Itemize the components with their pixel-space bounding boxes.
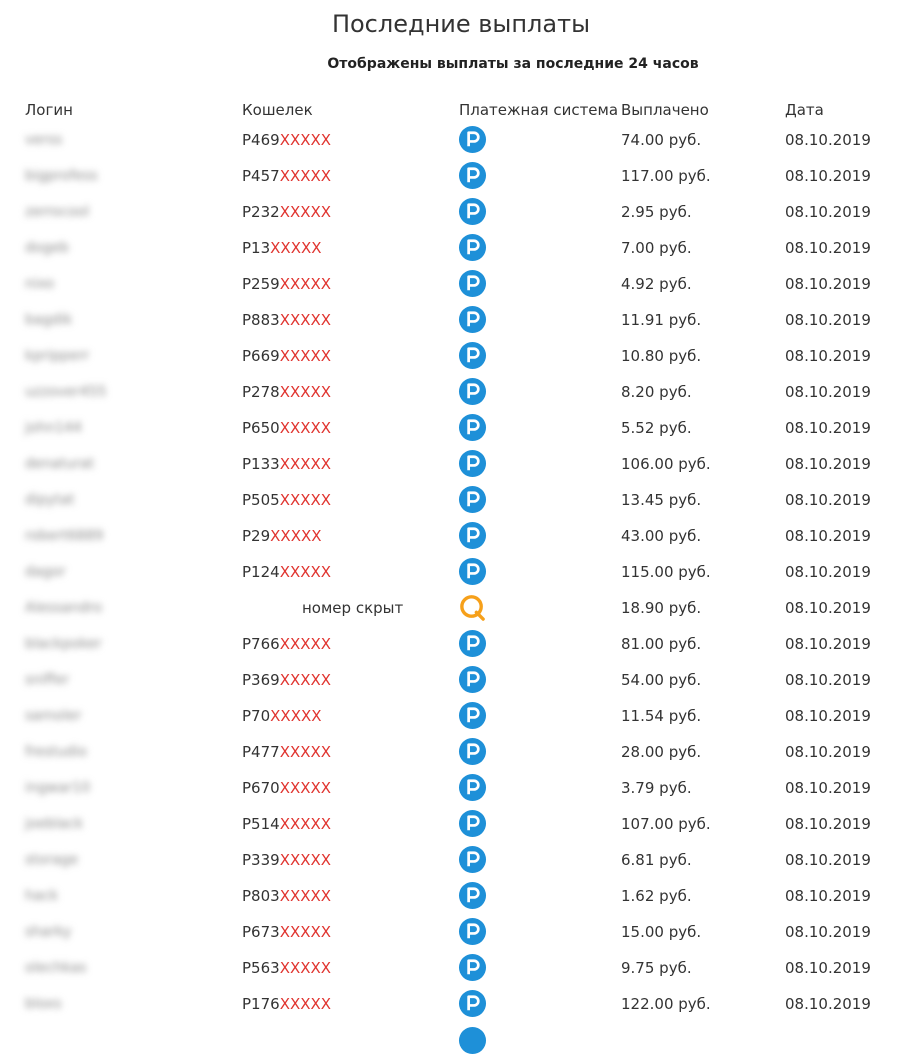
payeer-icon bbox=[458, 917, 487, 946]
login-cell: uzzover455 bbox=[25, 384, 107, 400]
login-cell: hack bbox=[25, 888, 59, 904]
wallet-cell bbox=[242, 482, 331, 518]
table-row bbox=[0, 302, 922, 338]
paid-cell: 81.00 руб. bbox=[621, 635, 702, 653]
wallet-mask: XXXXX bbox=[279, 383, 332, 401]
login-cell: denaturat bbox=[25, 456, 95, 472]
payeer-icon bbox=[458, 701, 487, 730]
table-row bbox=[0, 590, 922, 626]
payeer-icon bbox=[458, 953, 487, 982]
table-row bbox=[0, 986, 922, 1022]
wallet-prefix: P766 bbox=[242, 635, 280, 653]
table-row bbox=[0, 158, 922, 194]
table-row bbox=[0, 698, 922, 734]
wallet-prefix: P278 bbox=[242, 383, 280, 401]
login-cell: kpripperr bbox=[25, 348, 90, 364]
date-cell: 08.10.2019 bbox=[785, 455, 871, 473]
table-row bbox=[0, 230, 922, 266]
login-cell: bagdik bbox=[25, 312, 73, 328]
paid-cell: 11.91 руб. bbox=[621, 311, 702, 329]
wallet-prefix: P124 bbox=[242, 563, 280, 581]
paid-cell: 107.00 руб. bbox=[621, 815, 711, 833]
wallet-prefix: P133 bbox=[242, 455, 280, 473]
wallet-cell bbox=[242, 914, 331, 950]
wallet-mask: XXXXX bbox=[279, 131, 332, 149]
payeer-icon bbox=[458, 197, 487, 226]
wallet-prefix: P803 bbox=[242, 887, 280, 905]
date-cell: 08.10.2019 bbox=[785, 995, 871, 1013]
wallet-prefix: P563 bbox=[242, 959, 280, 977]
wallet-cell bbox=[242, 698, 322, 734]
login-cell: frestudio bbox=[25, 744, 87, 760]
wallet-mask: XXXXX bbox=[279, 203, 332, 221]
table-row bbox=[0, 662, 922, 698]
login-cell: nixo bbox=[25, 276, 55, 292]
date-cell: 08.10.2019 bbox=[785, 887, 871, 905]
login-cell: ingwar10 bbox=[25, 780, 91, 796]
payeer-icon bbox=[458, 521, 487, 550]
wallet-mask: XXXXX bbox=[279, 491, 332, 509]
table-row bbox=[0, 842, 922, 878]
date-cell: 08.10.2019 bbox=[785, 527, 871, 545]
wallet-mask: XXXXX bbox=[279, 743, 332, 761]
date-cell: 08.10.2019 bbox=[785, 347, 871, 365]
wallet-prefix: P176 bbox=[242, 995, 280, 1013]
date-cell: 08.10.2019 bbox=[785, 419, 871, 437]
login-cell: samoler bbox=[25, 708, 82, 724]
payeer-icon bbox=[458, 989, 487, 1018]
wallet-cell bbox=[242, 626, 331, 662]
date-cell: 08.10.2019 bbox=[785, 851, 871, 869]
date-cell: 08.10.2019 bbox=[785, 743, 871, 761]
paid-cell: 43.00 руб. bbox=[621, 527, 702, 545]
wallet-prefix: P514 bbox=[242, 815, 280, 833]
wallet-prefix: P232 bbox=[242, 203, 280, 221]
wallet-prefix: P339 bbox=[242, 851, 280, 869]
paid-cell: 7.00 руб. bbox=[621, 239, 692, 257]
paid-cell: 3.79 руб. bbox=[621, 779, 692, 797]
wallet-mask: XXXXX bbox=[270, 707, 322, 725]
payeer-icon bbox=[458, 485, 487, 514]
login-cell: Alessandro bbox=[25, 600, 103, 616]
wallet-cell bbox=[242, 770, 331, 806]
wallet-cell bbox=[242, 554, 331, 590]
wallet-prefix: P669 bbox=[242, 347, 280, 365]
paid-cell: 117.00 руб. bbox=[621, 167, 711, 185]
payeer-icon bbox=[458, 341, 487, 370]
wallet-prefix: P70 bbox=[242, 707, 271, 725]
header-paid: Выплачено bbox=[621, 101, 709, 119]
wallet-prefix: P457 bbox=[242, 167, 280, 185]
payeer-icon bbox=[458, 737, 487, 766]
payeer-icon bbox=[458, 773, 487, 802]
wallet-mask: XXXXX bbox=[270, 527, 322, 545]
wallet-prefix: P505 bbox=[242, 491, 280, 509]
table-row bbox=[0, 374, 922, 410]
wallet-prefix: P673 bbox=[242, 923, 280, 941]
paid-cell: 115.00 руб. bbox=[621, 563, 711, 581]
wallet-prefix: P670 bbox=[242, 779, 280, 797]
wallet-cell bbox=[242, 842, 331, 878]
wallet-mask: XXXXX bbox=[279, 959, 332, 977]
date-cell: 08.10.2019 bbox=[785, 815, 871, 833]
header-login: Логин bbox=[25, 101, 73, 119]
wallet-mask: XXXXX bbox=[279, 563, 332, 581]
wallet-mask: XXXXX bbox=[279, 851, 332, 869]
wallet-mask: XXXXX bbox=[279, 923, 332, 941]
table-header bbox=[0, 98, 922, 122]
date-cell: 08.10.2019 bbox=[785, 599, 871, 617]
date-cell: 08.10.2019 bbox=[785, 203, 871, 221]
payeer-icon bbox=[458, 449, 487, 478]
wallet-cell bbox=[242, 518, 322, 554]
login-cell: storage bbox=[25, 852, 79, 868]
wallet-mask: XXXXX bbox=[279, 455, 332, 473]
wallet-mask: XXXXX bbox=[279, 671, 332, 689]
payouts-table bbox=[0, 98, 922, 1032]
wallet-prefix: P369 bbox=[242, 671, 280, 689]
wallet-mask: XXXXX bbox=[279, 815, 332, 833]
login-cell: dagor bbox=[25, 564, 66, 580]
payeer-icon bbox=[458, 305, 487, 334]
wallet-cell bbox=[242, 230, 322, 266]
paid-cell: 13.45 руб. bbox=[621, 491, 702, 509]
paid-cell: 28.00 руб. bbox=[621, 743, 702, 761]
wallet-cell bbox=[242, 446, 331, 482]
table-row bbox=[0, 770, 922, 806]
wallet-cell bbox=[242, 986, 331, 1022]
table-row bbox=[0, 626, 922, 662]
date-cell: 08.10.2019 bbox=[785, 383, 871, 401]
wallet-cell bbox=[242, 338, 331, 374]
wallet-prefix: P469 bbox=[242, 131, 280, 149]
paid-cell: 8.20 руб. bbox=[621, 383, 692, 401]
paid-cell: 15.00 руб. bbox=[621, 923, 702, 941]
table-row bbox=[0, 518, 922, 554]
paid-cell: 10.80 руб. bbox=[621, 347, 702, 365]
paid-cell: 6.81 руб. bbox=[621, 851, 692, 869]
login-cell: bigprofess bbox=[25, 168, 98, 184]
payeer-icon bbox=[458, 269, 487, 298]
payeer-icon bbox=[458, 413, 487, 442]
date-cell: 08.10.2019 bbox=[785, 239, 871, 257]
payeer-icon bbox=[458, 377, 487, 406]
wallet-mask: XXXXX bbox=[279, 347, 332, 365]
login-cell: blackpoker bbox=[25, 636, 102, 652]
payeer-icon bbox=[458, 557, 487, 586]
wallet-cell: номер скрыт bbox=[302, 599, 404, 617]
wallet-prefix: P650 bbox=[242, 419, 280, 437]
payeer-icon bbox=[458, 845, 487, 874]
login-cell: zerrocool bbox=[25, 204, 90, 220]
date-cell: 08.10.2019 bbox=[785, 779, 871, 797]
wallet-prefix: P477 bbox=[242, 743, 280, 761]
table-row bbox=[0, 122, 922, 158]
table-row bbox=[0, 950, 922, 986]
date-cell: 08.10.2019 bbox=[785, 671, 871, 689]
table-row bbox=[0, 266, 922, 302]
table-row bbox=[0, 806, 922, 842]
wallet-cell bbox=[242, 302, 331, 338]
wallet-mask: XXXXX bbox=[279, 995, 332, 1013]
date-cell: 08.10.2019 bbox=[785, 131, 871, 149]
table-row bbox=[0, 914, 922, 950]
wallet-cell bbox=[242, 410, 331, 446]
login-cell: robert6889 bbox=[25, 528, 104, 544]
payeer-icon bbox=[458, 161, 487, 190]
date-cell: 08.10.2019 bbox=[785, 311, 871, 329]
wallet-prefix: P13 bbox=[242, 239, 271, 257]
wallet-mask: XXXXX bbox=[279, 275, 332, 293]
paid-cell: 11.54 руб. bbox=[621, 707, 702, 725]
wallet-prefix: P883 bbox=[242, 311, 280, 329]
wallet-cell bbox=[242, 194, 331, 230]
wallet-cell bbox=[242, 158, 331, 194]
payeer-icon bbox=[458, 629, 487, 658]
paid-cell: 4.92 руб. bbox=[621, 275, 692, 293]
page-title: Последние выплаты bbox=[331, 10, 591, 38]
wallet-prefix: P259 bbox=[242, 275, 280, 293]
wallet-cell bbox=[242, 878, 331, 914]
payeer-icon bbox=[458, 125, 487, 154]
table-row bbox=[0, 446, 922, 482]
table-row bbox=[0, 878, 922, 914]
wallet-mask: XXXXX bbox=[279, 311, 332, 329]
paid-cell: 122.00 руб. bbox=[621, 995, 711, 1013]
date-cell: 08.10.2019 bbox=[785, 167, 871, 185]
login-cell: john144 bbox=[25, 420, 82, 436]
header-date: Дата bbox=[785, 101, 824, 119]
login-cell: olechkas bbox=[25, 960, 87, 976]
payeer-icon bbox=[458, 1026, 487, 1055]
paid-cell: 74.00 руб. bbox=[621, 131, 702, 149]
wallet-mask: XXXXX bbox=[279, 419, 332, 437]
wallet-mask: XXXXX bbox=[270, 239, 322, 257]
page-subtitle: Отображены выплаты за последние 24 часов bbox=[327, 56, 699, 72]
date-cell: 08.10.2019 bbox=[785, 563, 871, 581]
wallet-cell bbox=[242, 734, 331, 770]
table-row bbox=[0, 734, 922, 770]
wallet-mask: XXXXX bbox=[279, 635, 332, 653]
login-cell: dipytat bbox=[25, 492, 75, 508]
paid-cell: 5.52 руб. bbox=[621, 419, 692, 437]
date-cell: 08.10.2019 bbox=[785, 923, 871, 941]
paid-cell: 106.00 руб. bbox=[621, 455, 711, 473]
login-cell: joeblack bbox=[25, 816, 84, 832]
wallet-prefix: P29 bbox=[242, 527, 271, 545]
login-cell: dogeb bbox=[25, 240, 69, 256]
wallet-mask: XXXXX bbox=[279, 887, 332, 905]
table-row bbox=[0, 194, 922, 230]
date-cell: 08.10.2019 bbox=[785, 275, 871, 293]
wallet-cell bbox=[242, 662, 331, 698]
table-row bbox=[0, 482, 922, 518]
table-row bbox=[0, 338, 922, 374]
login-cell: sniffer bbox=[25, 672, 70, 688]
login-cell: sharky bbox=[25, 924, 72, 940]
date-cell: 08.10.2019 bbox=[785, 635, 871, 653]
wallet-cell bbox=[242, 806, 331, 842]
wallet-cell bbox=[242, 122, 331, 158]
paid-cell: 9.75 руб. bbox=[621, 959, 692, 977]
payeer-icon bbox=[458, 665, 487, 694]
header-wallet: Кошелек bbox=[242, 101, 313, 119]
table-row bbox=[0, 410, 922, 446]
payeer-icon bbox=[458, 233, 487, 262]
table-row bbox=[0, 554, 922, 590]
date-cell: 08.10.2019 bbox=[785, 707, 871, 725]
wallet-mask: XXXXX bbox=[279, 167, 332, 185]
qiwi-icon bbox=[458, 593, 487, 622]
paid-cell: 18.90 руб. bbox=[621, 599, 702, 617]
date-cell: 08.10.2019 bbox=[785, 959, 871, 977]
header-payment-system: Платежная система bbox=[459, 101, 619, 119]
payeer-icon bbox=[458, 881, 487, 910]
date-cell: 08.10.2019 bbox=[785, 491, 871, 509]
paid-cell: 2.95 руб. bbox=[621, 203, 692, 221]
paid-cell: 54.00 руб. bbox=[621, 671, 702, 689]
table-body bbox=[0, 122, 922, 1022]
wallet-mask: XXXXX bbox=[279, 779, 332, 797]
wallet-cell bbox=[242, 374, 331, 410]
login-cell: bloxs bbox=[25, 996, 62, 1012]
login-cell: verss bbox=[25, 132, 63, 148]
wallet-cell bbox=[242, 266, 331, 302]
payeer-icon bbox=[458, 809, 487, 838]
paid-cell: 1.62 руб. bbox=[621, 887, 692, 905]
wallet-cell bbox=[242, 950, 331, 986]
